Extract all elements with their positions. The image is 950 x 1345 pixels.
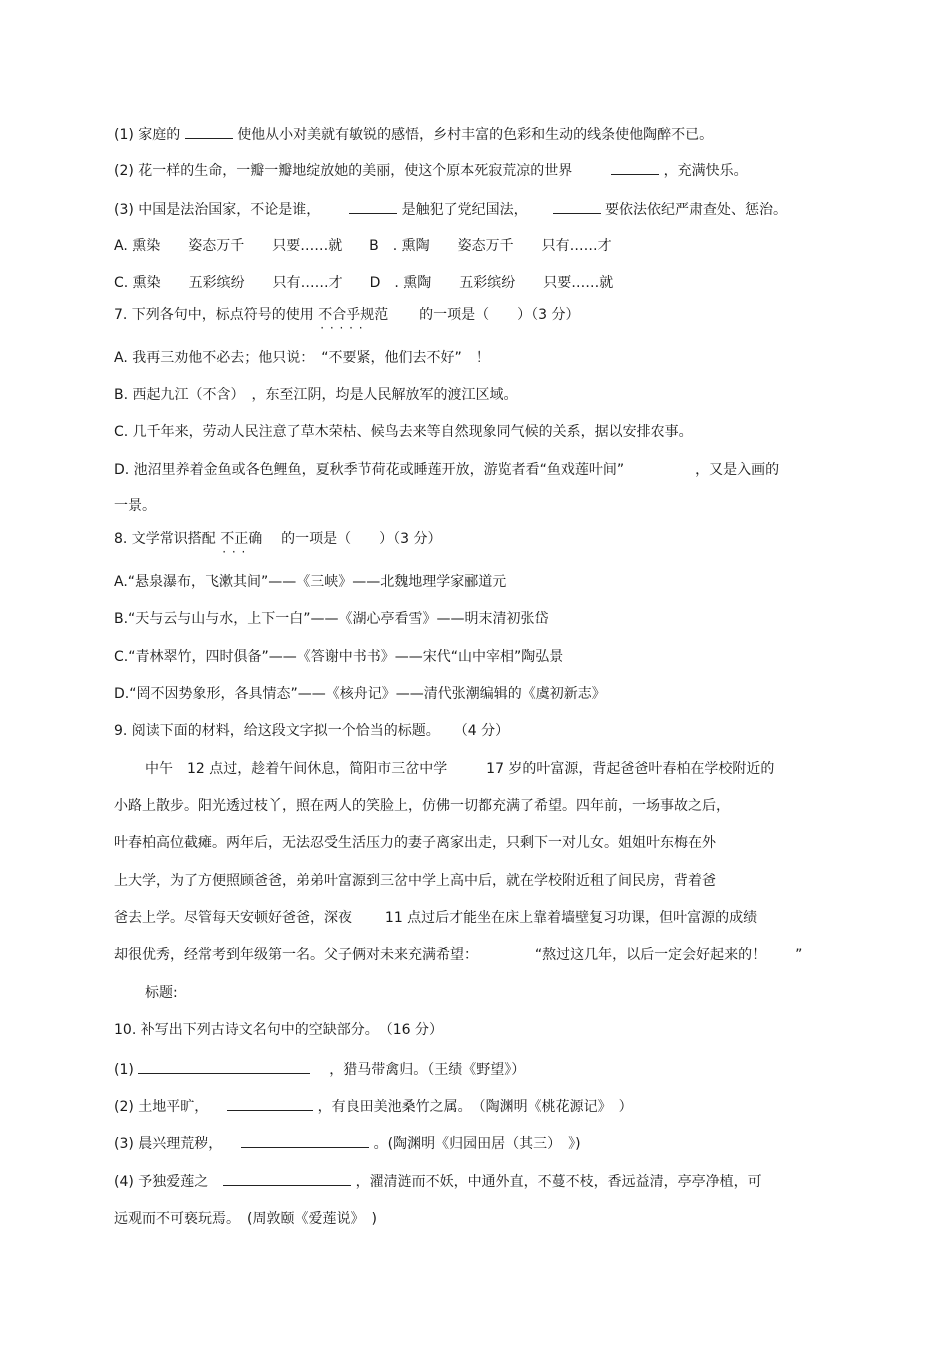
q10-l1-blank[interactable] (138, 1059, 310, 1074)
q6-sentence-3 (114, 199, 787, 220)
q9-p5-part-b: 11 点过后才能坐在床上靠着墙壁复习功课，但叶富源的成绩 (384, 910, 758, 926)
q9-p6-part-a: 却很优秀，经常考到年级第一名。父子俩对未来充满希望： (114, 947, 478, 963)
q10-stem: 10. 补写出下列古诗文名句中的空缺部分。 （16 分） (114, 1022, 443, 1038)
q7-option-c[interactable]: C. 几千年来，劳动人民注意了草木荣枯、候鸟去来等自然现象同气候的关系，据以安排农事。 (114, 424, 693, 440)
q8-option-a[interactable]: A.“悬泉瀑布，飞漱其间”——《三峡》——北魏地理学家郦道元 (114, 574, 507, 590)
q7-option-d-text: D. 池沼里养着金鱼或各色鲤鱼，夏秋季节荷花或睡莲开放，游览者看“鱼戏莲叶间” (114, 462, 625, 478)
q6-options-row-2 (114, 273, 613, 293)
q9-paragraph-line-1 (145, 759, 774, 779)
q6-s3-blank-2[interactable] (553, 199, 601, 214)
q7-option-d-tail: ，又是入画的 (695, 462, 780, 478)
q9-p6-close-quote: ” (795, 947, 803, 963)
q7-option-d[interactable] (114, 460, 779, 480)
q7-stem-emphasis: 不合乎规范 · · (318, 305, 388, 325)
q6-option-d[interactable]: D . 熏陶 五彩缤纷 只要……就 (369, 275, 614, 291)
q9-paragraph-line-2: 小路上散步。阳光透过枝丫，照在两人的笑脸上，仿佛一切都充满了希望。四年前，一场事故之后， (114, 798, 730, 814)
q6-s3-blank-1[interactable] (349, 199, 397, 214)
q9-title-label[interactable]: 标题: (145, 985, 178, 1001)
q6-s1-suffix: 使他从小对美就有敏锐的感悟，乡村丰富的色彩和生动的线条使他陶醉不已。 (237, 127, 714, 143)
q8-stem-suffix: 的一项是（ ）（3 分） (281, 531, 442, 547)
q9-p1-part-b: 17 岁的叶富源，背起爸爸叶春柏在学校附近的 (486, 761, 775, 777)
q10-l3-suffix: 。(陶渊明《归园田居（其三） 》) (373, 1136, 581, 1152)
q10-line-2 (114, 1096, 633, 1117)
q8-stem (114, 529, 442, 549)
q10-l4-prefix: (4) 予独爱莲之 (114, 1174, 209, 1190)
q8-option-c[interactable]: C.“青林翠竹，四时俱备”——《答谢中书书》——宋代“山中宰相”陶弘景 (114, 649, 564, 665)
q6-s2-blank[interactable] (611, 160, 659, 175)
q6-s3-prefix: (3) 中国是法治国家，不论是谁， (114, 202, 321, 218)
q6-options-row-1 (114, 236, 612, 256)
q10-l4-blank[interactable] (223, 1171, 351, 1186)
q6-s1-prefix: (1) 家庭的 (114, 127, 181, 143)
q10-l3-blank[interactable] (241, 1133, 369, 1148)
q10-l2-suffix: ，有良田美池桑竹之属。 （陶渊明《桃花源记》 ） (317, 1099, 633, 1115)
q6-s3-middle: 是触犯了党纪国法， (401, 202, 528, 218)
q6-option-a[interactable]: A. 熏染 姿态万千 只要……就 (114, 238, 343, 254)
q9-stem: 9. 阅读下面的材料，给这段文字拟一个恰当的标题。 （4 分） (114, 723, 510, 739)
q6-sentence-2 (114, 160, 748, 181)
q7-option-d-line2: 一景。 (114, 498, 156, 514)
q6-s1-blank[interactable] (185, 124, 233, 139)
q10-l2-blank[interactable] (227, 1096, 313, 1111)
q10-l1-suffix: ，猎马带禽归。（王绩《野望》） (329, 1062, 526, 1078)
q6-sentence-1 (114, 124, 713, 145)
q10-l3-prefix: (3) 晨兴理荒秽， (114, 1136, 223, 1152)
q6-s2-prefix: (2) 花一样的生命，一瓣一瓣地绽放她的美丽，使这个原本死寂荒凉的世界 (114, 163, 573, 179)
q8-option-d[interactable]: D.“罔不因势象形，各具情态”——《核舟记》——清代张潮编辑的《虞初新志》 (114, 686, 606, 702)
q9-p6-part-b: “熬过这几年，以后一定会好起来的！ (534, 947, 767, 963)
q10-line-1 (114, 1059, 525, 1080)
q10-line-4 (114, 1171, 762, 1192)
q7-stem (114, 305, 580, 325)
q10-l1-number: (1) (114, 1062, 134, 1078)
q8-stem-prefix: 8. 文学常识搭配 (114, 531, 216, 547)
q9-paragraph-line-6 (114, 945, 802, 965)
q9-p1-part-a: 中午 12 点过，趁着午间休息，简阳市三岔中学 (145, 761, 448, 777)
q6-option-b[interactable]: B . 熏陶 姿态万千 只有……才 (369, 238, 612, 254)
q10-line-3 (114, 1133, 581, 1154)
q9-paragraph-line-4: 上大学，为了方便照顾爸爸，弟弟叶富源到三岔中学上高中后，就在学校附近租了间民房，背着爸 (114, 873, 716, 889)
q10-l2-prefix: (2) 土地平旷， (114, 1099, 209, 1115)
q9-p5-part-a: 爸去上学。尽管每天安顿好爸爸，深夜 (114, 910, 352, 926)
q10-l4-suffix: ，濯清涟而不妖，中通外直，不蔓不枝，香远益清，亭亭净植，可 (355, 1174, 762, 1190)
q7-stem-suffix: 的一项是（ ）（3 分） (419, 307, 580, 323)
q6-s3-suffix: 要依法依纪严肃查处、惩治。 (605, 202, 787, 218)
q10-line-4-continued: 远观而不可亵玩焉。 (周敦颐《爱莲说》 ) (114, 1211, 377, 1227)
q7-option-b[interactable]: B. 西起九江（不含） ，东至江阴，均是人民解放军的渡江区域。 (114, 387, 518, 403)
q8-stem-emphasis: 不正确 · · · (220, 529, 262, 549)
q8-option-b[interactable]: B.“天与云与山与水，上下一白”——《湖心亭看雪》——明末清初张岱 (114, 611, 549, 627)
q6-option-c[interactable]: C. 熏染 五彩缤纷 只有……才 (114, 275, 343, 291)
q9-paragraph-line-3: 叶春柏高位截瘫。两年后，无法忍受生活压力的妻子离家出走，只剩下一对儿女。姐姐叶东梅在外 (114, 835, 716, 851)
q6-s2-suffix: ，充满快乐。 (663, 163, 748, 179)
q9-paragraph-line-5 (114, 908, 757, 928)
q7-stem-prefix: 7. 下列各句中，标点符号的使用 (114, 307, 314, 323)
q7-option-a[interactable]: A. 我再三劝他不必去；他只说： “不要紧，他们去不好” ！ (114, 350, 490, 366)
